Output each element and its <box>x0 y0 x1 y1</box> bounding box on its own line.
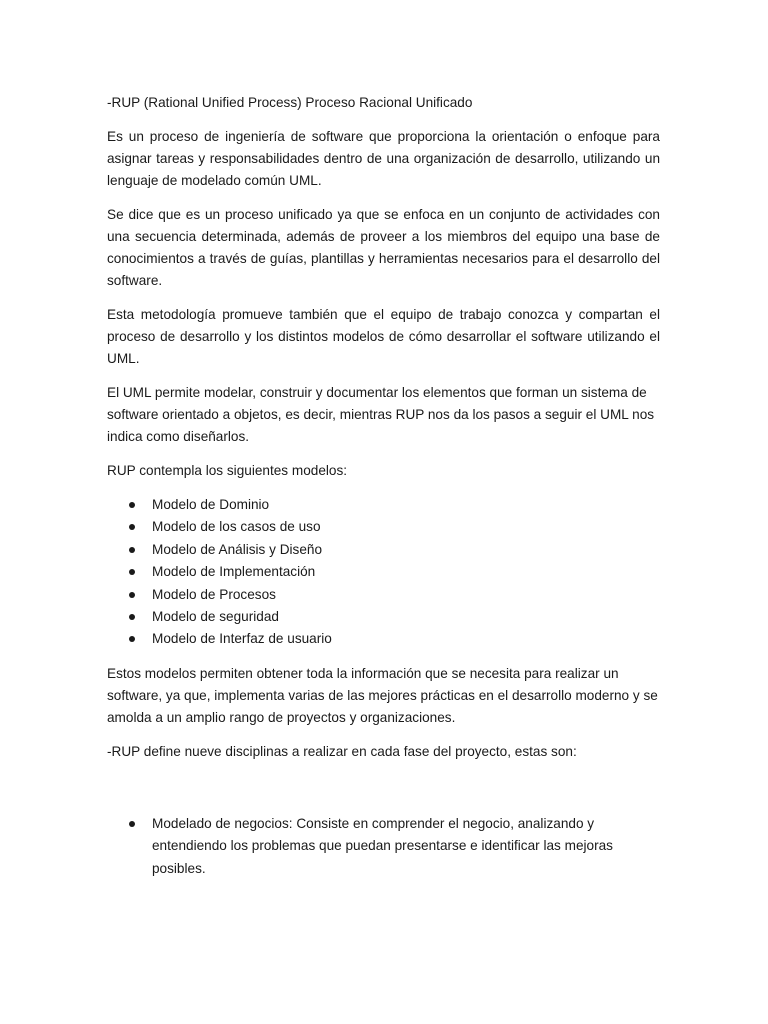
document-title: -RUP (Rational Unified Process) Proceso Racional Unificado <box>107 95 473 110</box>
blank-space <box>107 775 660 813</box>
list-item <box>107 516 660 538</box>
list-item-text: Modelo de Interfaz de usuario <box>152 631 332 647</box>
list-item <box>107 628 660 650</box>
disciplines-intro: -RUP define nueve disciplinas a realizar en cada fase del proyecto, estas son: <box>107 743 577 759</box>
bullet-icon <box>129 502 135 508</box>
list-item <box>107 539 660 561</box>
bullet-icon <box>129 547 135 553</box>
bullet-icon <box>129 614 135 620</box>
list-item <box>107 584 660 606</box>
models-intro: RUP contempla los siguientes modelos: <box>107 463 348 478</box>
bullet-icon <box>129 636 135 642</box>
list-item-text: Modelo de Procesos <box>152 586 276 602</box>
disciplines-list <box>107 813 660 880</box>
list-item-text: Modelo de Implementación <box>152 564 316 580</box>
list-item-text: Modelado de negocios: Consiste en comprender el negocio, analizando y entendiendo los problemas que puedan presentarse e identificar las mejoras posibles. <box>152 815 613 876</box>
models-list <box>107 494 660 651</box>
list-item <box>107 561 660 583</box>
document-page <box>107 92 660 892</box>
list-item <box>107 813 660 880</box>
list-item <box>107 606 660 628</box>
bullet-icon <box>129 524 135 530</box>
paragraph-methodology: Esta metodología promueve también que el equipo de trabajo conozca y compartan el proceso de desarrollo y los distintos modelos de cómo desarrollar el software utilizando el UML. <box>107 307 660 366</box>
paragraph-definition: Es un proceso de ingeniería de software que proporciona la orientación o enfoque para asignar tareas y responsabilidades dentro de una organización de desarrollo, utilizando un lenguaje de modelado común UML. <box>107 129 660 188</box>
paragraph-unified: Se dice que es un proceso unificado ya que se enfoca en un conjunto de actividades con una secuencia determinada, además de proveer a los miembros del equipo una base de conocimientos a través de guías, plantillas y herramientas necesarios para el desarrollo del software. <box>107 207 660 288</box>
bullet-icon <box>129 569 135 575</box>
paragraph-uml: El UML permite modelar, construir y documentar los elementos que forman un sistema de software orientado a objetos, es decir, mientras RUP nos da los pasos a seguir el UML nos indica como diseñarlos. <box>107 385 655 444</box>
paragraph-models-summary: Estos modelos permiten obtener toda la información que se necesita para realizar un software, ya que, implementa varias de las mejores prácticas en el desarrollo moderno y se amolda a un amplio rango de proyectos y organizaciones. <box>107 665 658 725</box>
list-item <box>107 494 660 516</box>
bullet-icon <box>129 592 135 598</box>
list-item-text: Modelo de Dominio <box>152 497 270 512</box>
list-item-text: Modelo de Análisis y Diseño <box>152 541 323 557</box>
list-item-text: Modelo de los casos de uso <box>152 519 321 535</box>
bullet-icon <box>129 821 135 827</box>
list-item-text: Modelo de seguridad <box>152 609 279 625</box>
